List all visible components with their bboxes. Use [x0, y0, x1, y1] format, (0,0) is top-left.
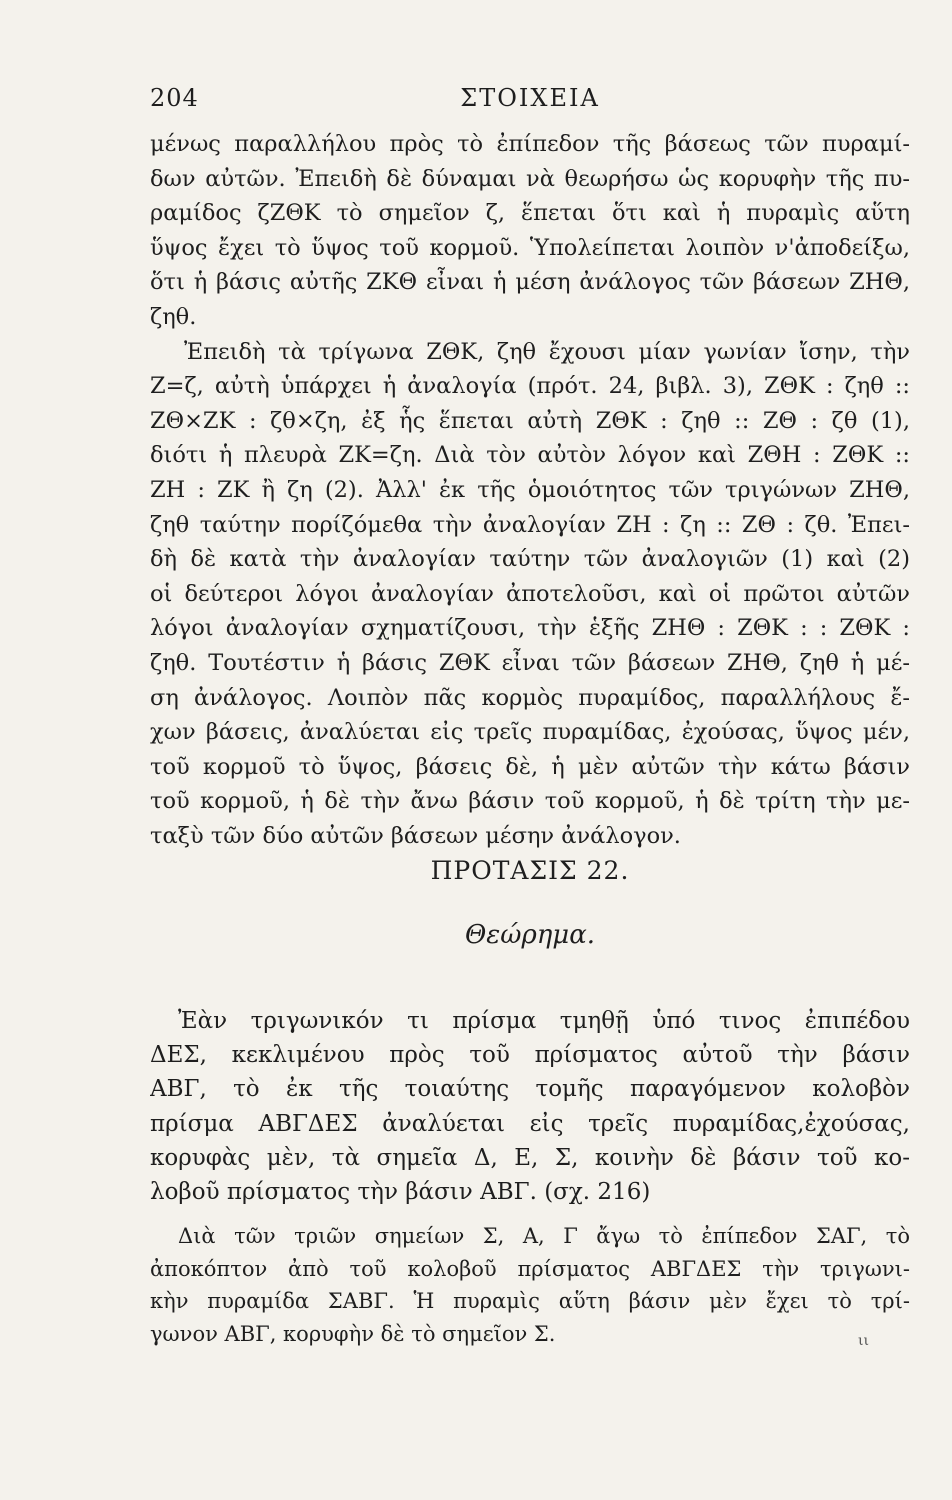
text-line: ραμίδος ζΖΘΚ τὸ σημεῖον ζ, ἕπεται ὅτι καὶ ἡ πυραμὶς αὕτη — [150, 200, 910, 227]
page-header — [150, 84, 910, 114]
text-line: ΖΘ×ΖΚ : ζθ×ζη, ἐξ ἧς ἕπεται αὐτὴ ΖΘΚ : ζηθ :: ΖΘ : ζθ (1), — [150, 407, 910, 434]
page-number: 204 — [150, 84, 199, 112]
text-line: ἀποκόπτον ἀπὸ τοῦ κολοβοῦ πρίσματος ΑΒΓΔΕΣ τὴν τριγωνι- — [150, 1256, 910, 1281]
running-head: ΣΤΟΙΧΕΙΑ — [460, 84, 600, 112]
text-line: ζηθ ταύτην πορίζόμεθα τὴν ἀναλογίαν ΖΗ : ζη :: ΖΘ : ζθ. Ἐπει- — [150, 511, 910, 538]
theorem-statement — [150, 1004, 910, 1209]
text-line: οἱ δεύτεροι λόγοι ἀναλογίαν ἀποτελοῦσι, καὶ οἱ πρῶτοι αὐτῶν — [150, 580, 910, 607]
text-line: γωνον ΑΒΓ, κορυφὴν δὲ τὸ σημεῖον Σ. — [150, 1321, 556, 1346]
text-line: ὅτι ἡ βάσις αὐτῆς ΖΚΘ εἶναι ἡ μέση ἀνάλογος τῶν βάσεων ΖΗΘ, — [150, 269, 910, 296]
proof-text — [150, 1220, 910, 1350]
text-line: ζηθ. — [150, 303, 197, 330]
text-line: πρίσμα ΑΒΓΔΕΣ ἀναλύεται εἰς τρεῖς πυραμίδας,ἐχούσας, — [150, 1110, 910, 1137]
text-line: ὕψος ἔχει τὸ ὕψος τοῦ κορμοῦ. Ὑπολείπεται λοιπὸν ν'ἀποδείξω, — [150, 234, 910, 261]
text-line: Ζ=ζ, αὐτὴ ὑπάρχει ἡ ἀναλογία (πρότ. 24, βιβλ. 3), ΖΘΚ : ζηθ :: — [150, 373, 910, 400]
text-line: ΔΕΣ, κεκλιμένου πρὸς τοῦ πρίσματος αὐτοῦ τὴν βάσιν — [150, 1042, 910, 1069]
text-line: ση ἀνάλογος. Λοιπὸν πᾶς κορμὸς πυραμίδος, παραλλήλους ἔ- — [150, 684, 910, 711]
text-line: ταξὺ τῶν δύο αὐτῶν βάσεων μέσην ἀνάλογον. — [150, 822, 681, 849]
text-line: κὴν πυραμίδα ΣΑΒΓ. Ἡ πυραμὶς αὕτη βάσιν μὲν ἔχει τὸ τρί- — [150, 1289, 910, 1314]
end-mark: ιι — [858, 1333, 869, 1349]
text-line: Διὰ τῶν τριῶν σημείων Σ, Α, Γ ἄγω τὸ ἐπίπεδον ΣΑΓ, τὸ — [178, 1224, 910, 1248]
text-line: δὴ δὲ κατὰ τὴν ἀναλογίαν ταύτην τῶν ἀναλογιῶν (1) καὶ (2) — [150, 546, 910, 573]
proposition-heading: ΠΡΟΤΑΣΙΣ 22. — [430, 856, 630, 885]
text-line: ΑΒΓ, τὸ ἐκ τῆς τοιαύτης τομῆς παραγόμενον κολοβὸν — [150, 1076, 910, 1103]
text-line: ΖΗ : ΖΚ ἢ ζη (2). Ἀλλ' ἐκ τῆς ὁμοιότητος τῶν τριγώνων ΖΗΘ, — [150, 476, 910, 503]
text-line: τοῦ κορμοῦ τὸ ὕψος, βάσεις δὲ, ἡ μὲν αὐτῶν τὴν κάτω βάσιν — [150, 753, 910, 780]
text-line: Ἐὰν τριγωνικόν τι πρίσμα τμηθῇ ὑπό τινος ἐπιπέδου — [178, 1008, 910, 1034]
text-line: λόγοι ἀναλογίαν σχηματίζουσι, τὴν ἑξῆς ΖΗΘ : ΖΘΚ : : ΖΘΚ : — [150, 615, 910, 642]
text-line: χων βάσεις, ἀναλύεται εἰς τρεῖς πυραμίδας, ἐχούσας, ὕψος μέν, — [150, 719, 910, 746]
text-line: Ἐπειδὴ τὰ τρίγωνα ΖΘΚ, ζηθ ἔχουσι μίαν γωνίαν ἴσην, τὴν — [184, 338, 910, 365]
text-line: μένως παραλλήλου πρὸς τὸ ἐπίπεδον τῆς βάσεως τῶν πυραμί- — [150, 131, 910, 157]
text-line: λοβοῦ πρίσματος τὴν βάσιν ΑΒΓ. (σχ. 216) — [150, 1178, 651, 1205]
text-line: τοῦ κορμοῦ, ἡ δὲ τὴν ἄνω βάσιν τοῦ κορμοῦ, ἡ δὲ τρίτη τὴν με- — [150, 788, 910, 815]
theorem-label: Θεώρημα. — [464, 920, 596, 950]
text-line: δων αὐτῶν. Ἐπειδὴ δὲ δύναμαι νὰ θεωρήσω ὡς κορυφὴν τῆς πυ- — [150, 165, 910, 192]
body-text — [150, 127, 910, 853]
text-line: κορυφὰς μὲν, τὰ σημεῖα Δ, Ε, Σ, κοινὴν δὲ βάσιν τοῦ κο- — [150, 1144, 910, 1171]
text-line: ζηθ. Τουτέστιν ἡ βάσις ΖΘΚ εἶναι τῶν βάσεων ΖΗΘ, ζηθ ἡ μέ- — [150, 649, 910, 676]
text-line: διότι ἡ πλευρὰ ΖΚ=ζη. Διὰ τὸν αὐτὸν λόγον καὶ ΖΘΗ : ΖΘΚ :: — [150, 442, 910, 469]
